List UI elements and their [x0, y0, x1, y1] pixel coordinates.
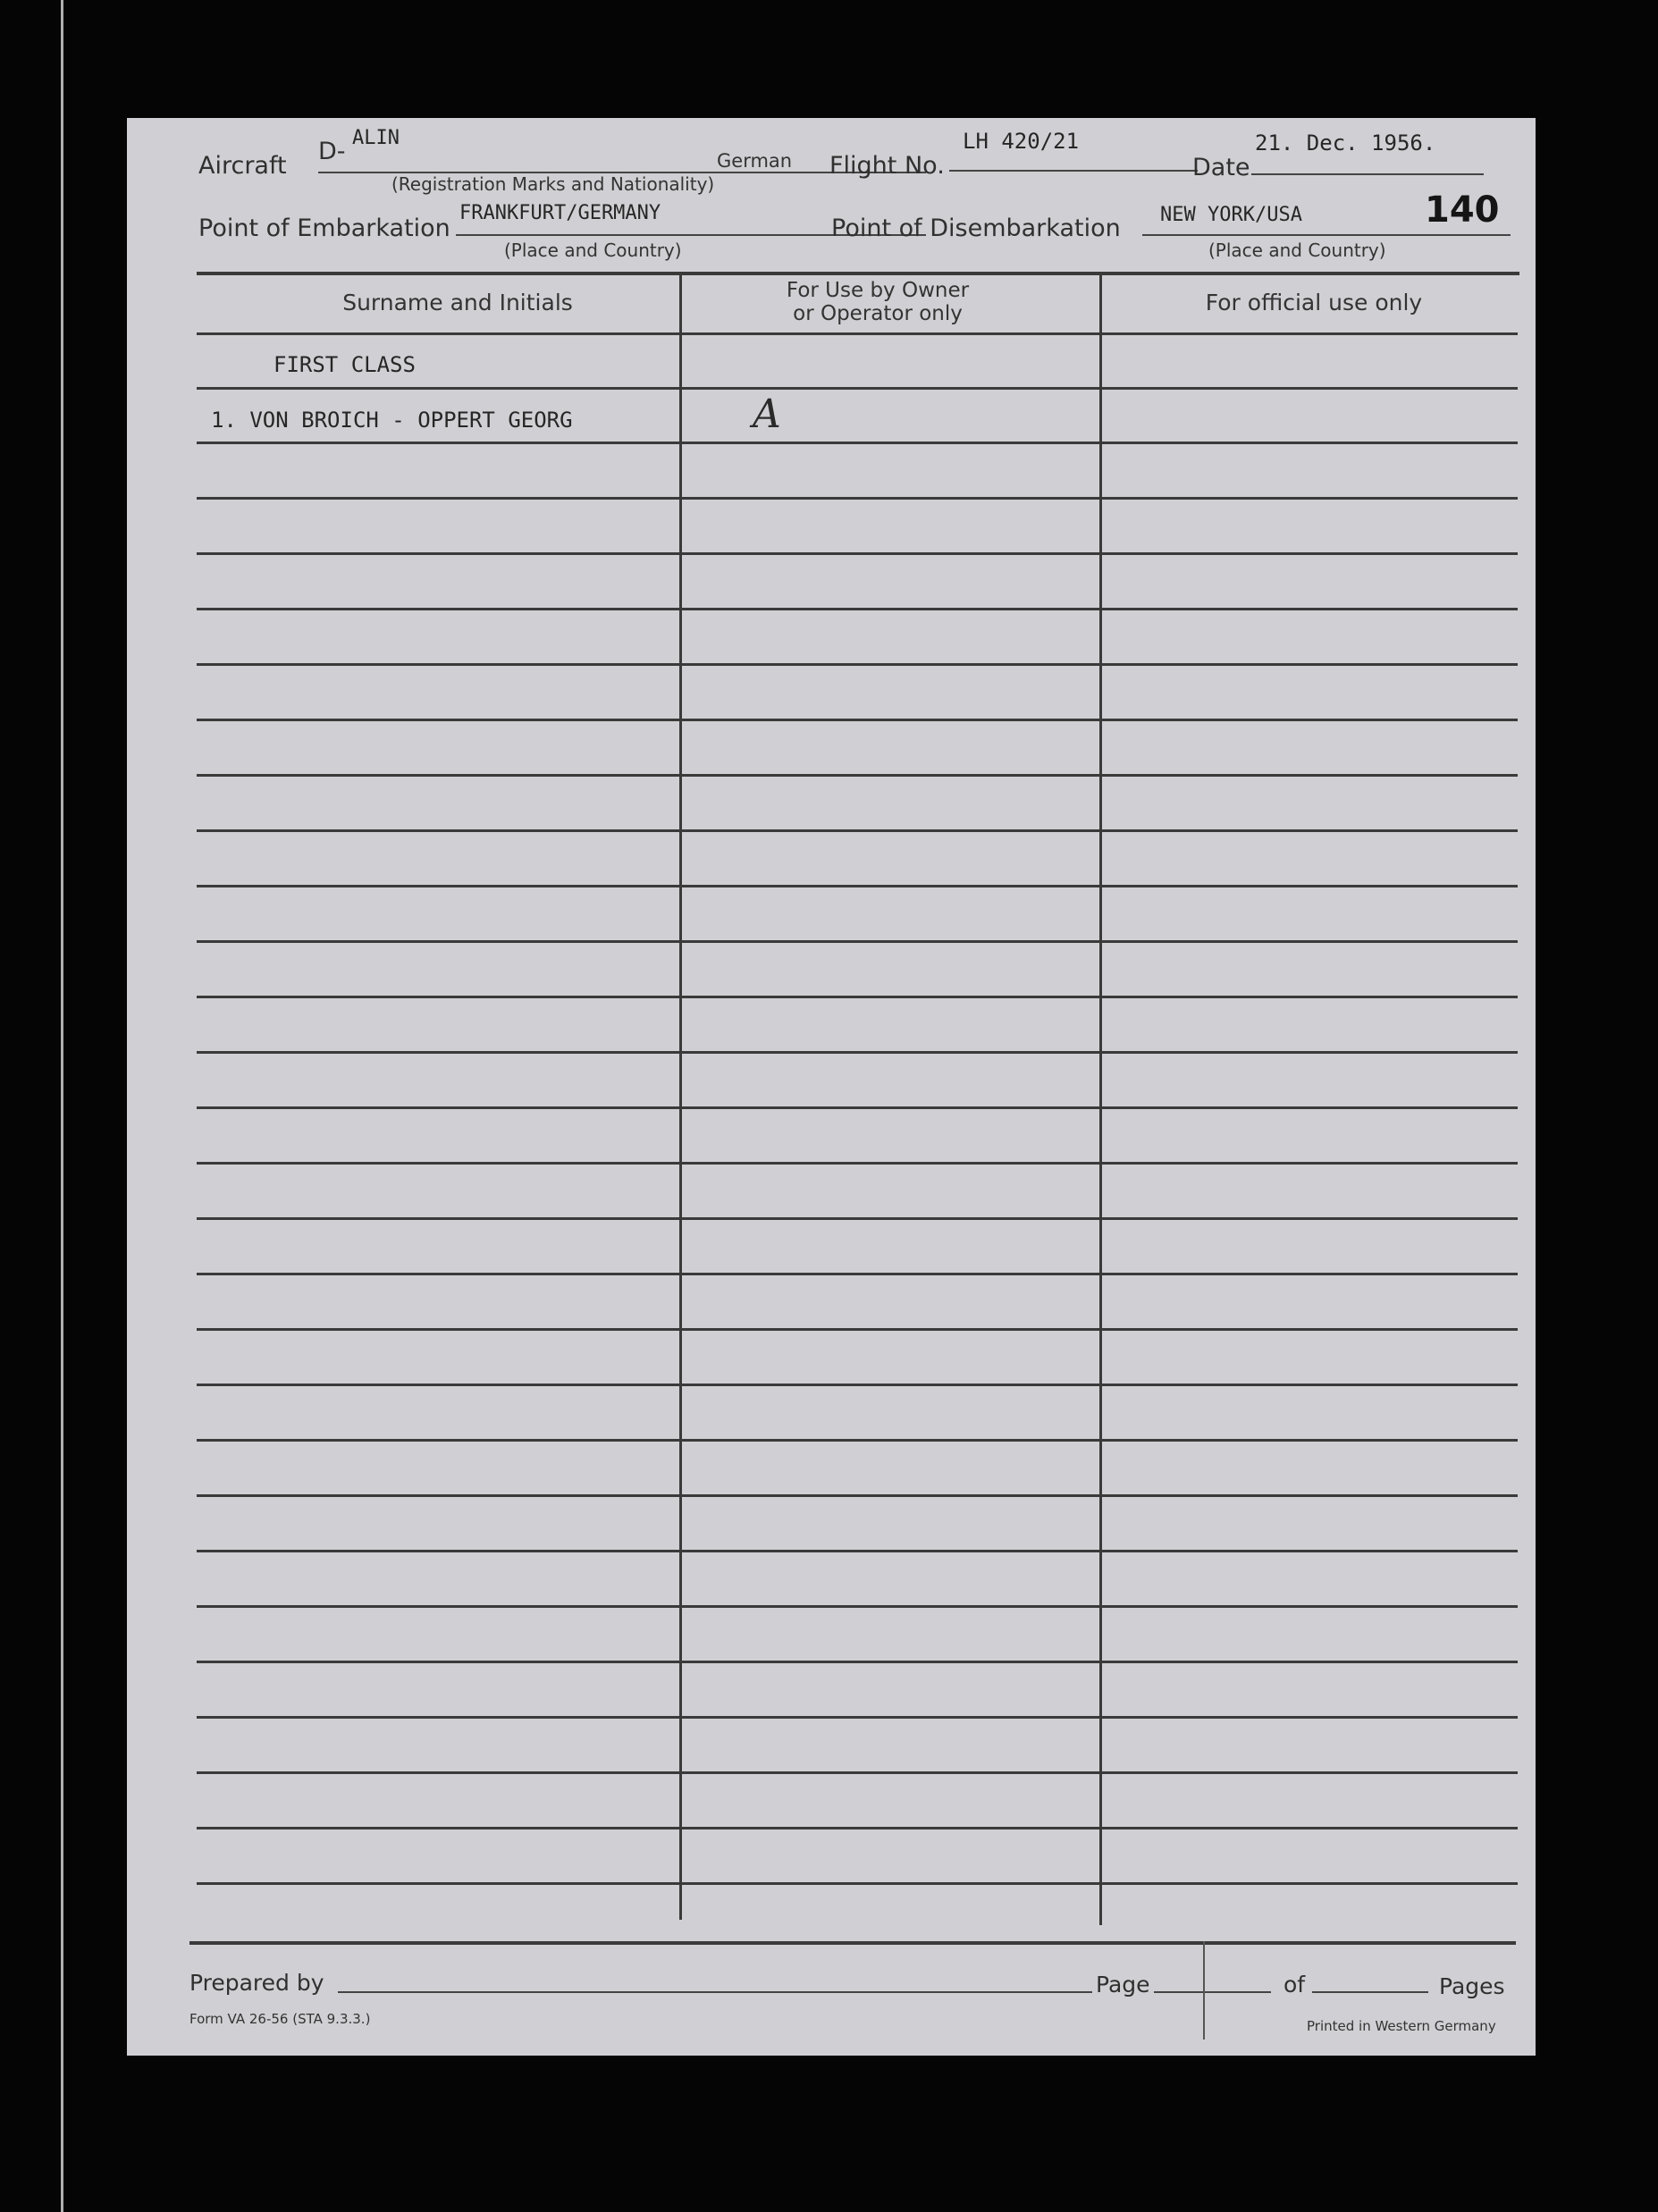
aircraft-label: Aircraft: [198, 152, 287, 180]
table-row-rule: [197, 497, 1518, 500]
of-label: of: [1283, 1972, 1306, 1998]
table-row-rule: [197, 332, 1518, 335]
table-row-rule: [197, 442, 1518, 444]
disembarkation-caption: (Place and Country): [1208, 240, 1386, 261]
page-number-line: [1164, 1991, 1271, 1993]
table-row-rule: [197, 1771, 1518, 1774]
table-row-rule: [197, 1217, 1518, 1220]
table-top-rule: [197, 272, 1519, 275]
passenger-entry-1: 1. VON BROICH - OPPERT GEORG: [211, 408, 573, 433]
table-bottom-rule: [189, 1941, 1516, 1945]
table-row-rule: [197, 387, 1518, 390]
date-underline: [1251, 173, 1484, 175]
disembarkation-label: Point of Disembarkation: [831, 214, 1121, 242]
table-row-rule: [197, 1827, 1518, 1829]
disembarkation-underline: [1142, 234, 1511, 236]
film-edge-line: [61, 0, 63, 2212]
pages-label: Pages: [1439, 1973, 1505, 1999]
column-header-owner-line2: or Operator only: [793, 302, 963, 325]
column-divider-1: [679, 275, 682, 1920]
flight-underline: [949, 170, 1198, 172]
embarkation-label: Point of Embarkation: [198, 214, 450, 242]
table-row-rule: [197, 1716, 1518, 1719]
column-header-official: For official use only: [1205, 290, 1423, 315]
table-row-rule: [197, 608, 1518, 610]
table-row-rule: [197, 1494, 1518, 1497]
column-header-owner-line1: For Use by Owner: [786, 279, 970, 302]
flight-number: LH 420/21: [963, 129, 1080, 154]
embarkation-caption: (Place and Country): [504, 240, 682, 261]
table-row-rule: [197, 885, 1518, 887]
disembarkation-value: NEW YORK/USA: [1160, 204, 1302, 226]
table-row-rule: [197, 1051, 1518, 1054]
table-row-rule: [197, 1384, 1518, 1386]
aircraft-caption: (Registration Marks and Nationality): [391, 173, 715, 195]
operator-handwritten-mark: A: [753, 391, 781, 437]
table-row-rule: [197, 1328, 1518, 1331]
table-row-rule: [197, 829, 1518, 832]
section-label-first-class: FIRST CLASS: [274, 352, 416, 377]
manifest-sheet: [127, 118, 1536, 2056]
column-divider-2: [1099, 275, 1102, 1925]
table-row-rule: [197, 1439, 1518, 1442]
table-row-rule: [197, 552, 1518, 555]
date-value: 21. Dec. 1956.: [1255, 130, 1436, 156]
prepared-by-label: Prepared by: [189, 1970, 324, 1996]
prepared-by-line: [338, 1991, 1214, 1993]
table-row-rule: [197, 1661, 1518, 1663]
aircraft-prefix: D-: [318, 138, 346, 165]
flight-label: Flight No.: [829, 152, 945, 180]
embarkation-value: FRANKFURT/GERMANY: [459, 202, 661, 224]
column-header-surname: Surname and Initials: [342, 290, 573, 315]
table-row-rule: [197, 1106, 1518, 1109]
page-label: Page: [1092, 1972, 1154, 1998]
table-row-rule: [197, 1162, 1518, 1165]
manifest-page-number: 140: [1425, 189, 1500, 231]
form-code: Form VA 26-56 (STA 9.3.3.): [189, 2011, 371, 2027]
table-row-rule: [197, 1550, 1518, 1552]
table-row-rule: [197, 996, 1518, 998]
table-row-rule: [197, 719, 1518, 721]
table-row-rule: [197, 940, 1518, 943]
aircraft-registration: ALIN: [352, 127, 400, 149]
table-row-rule: [197, 1273, 1518, 1275]
fold-crease: [1203, 1941, 1205, 2040]
date-label: Date: [1192, 154, 1250, 181]
aircraft-nationality: German: [717, 150, 793, 172]
table-row-rule: [197, 774, 1518, 777]
total-pages-line: [1312, 1991, 1428, 1993]
printed-in-note: Printed in Western Germany: [1307, 2018, 1496, 2034]
table-row-rule: [197, 1605, 1518, 1608]
table-row-rule: [197, 1882, 1518, 1885]
table-row-rule: [197, 663, 1518, 666]
